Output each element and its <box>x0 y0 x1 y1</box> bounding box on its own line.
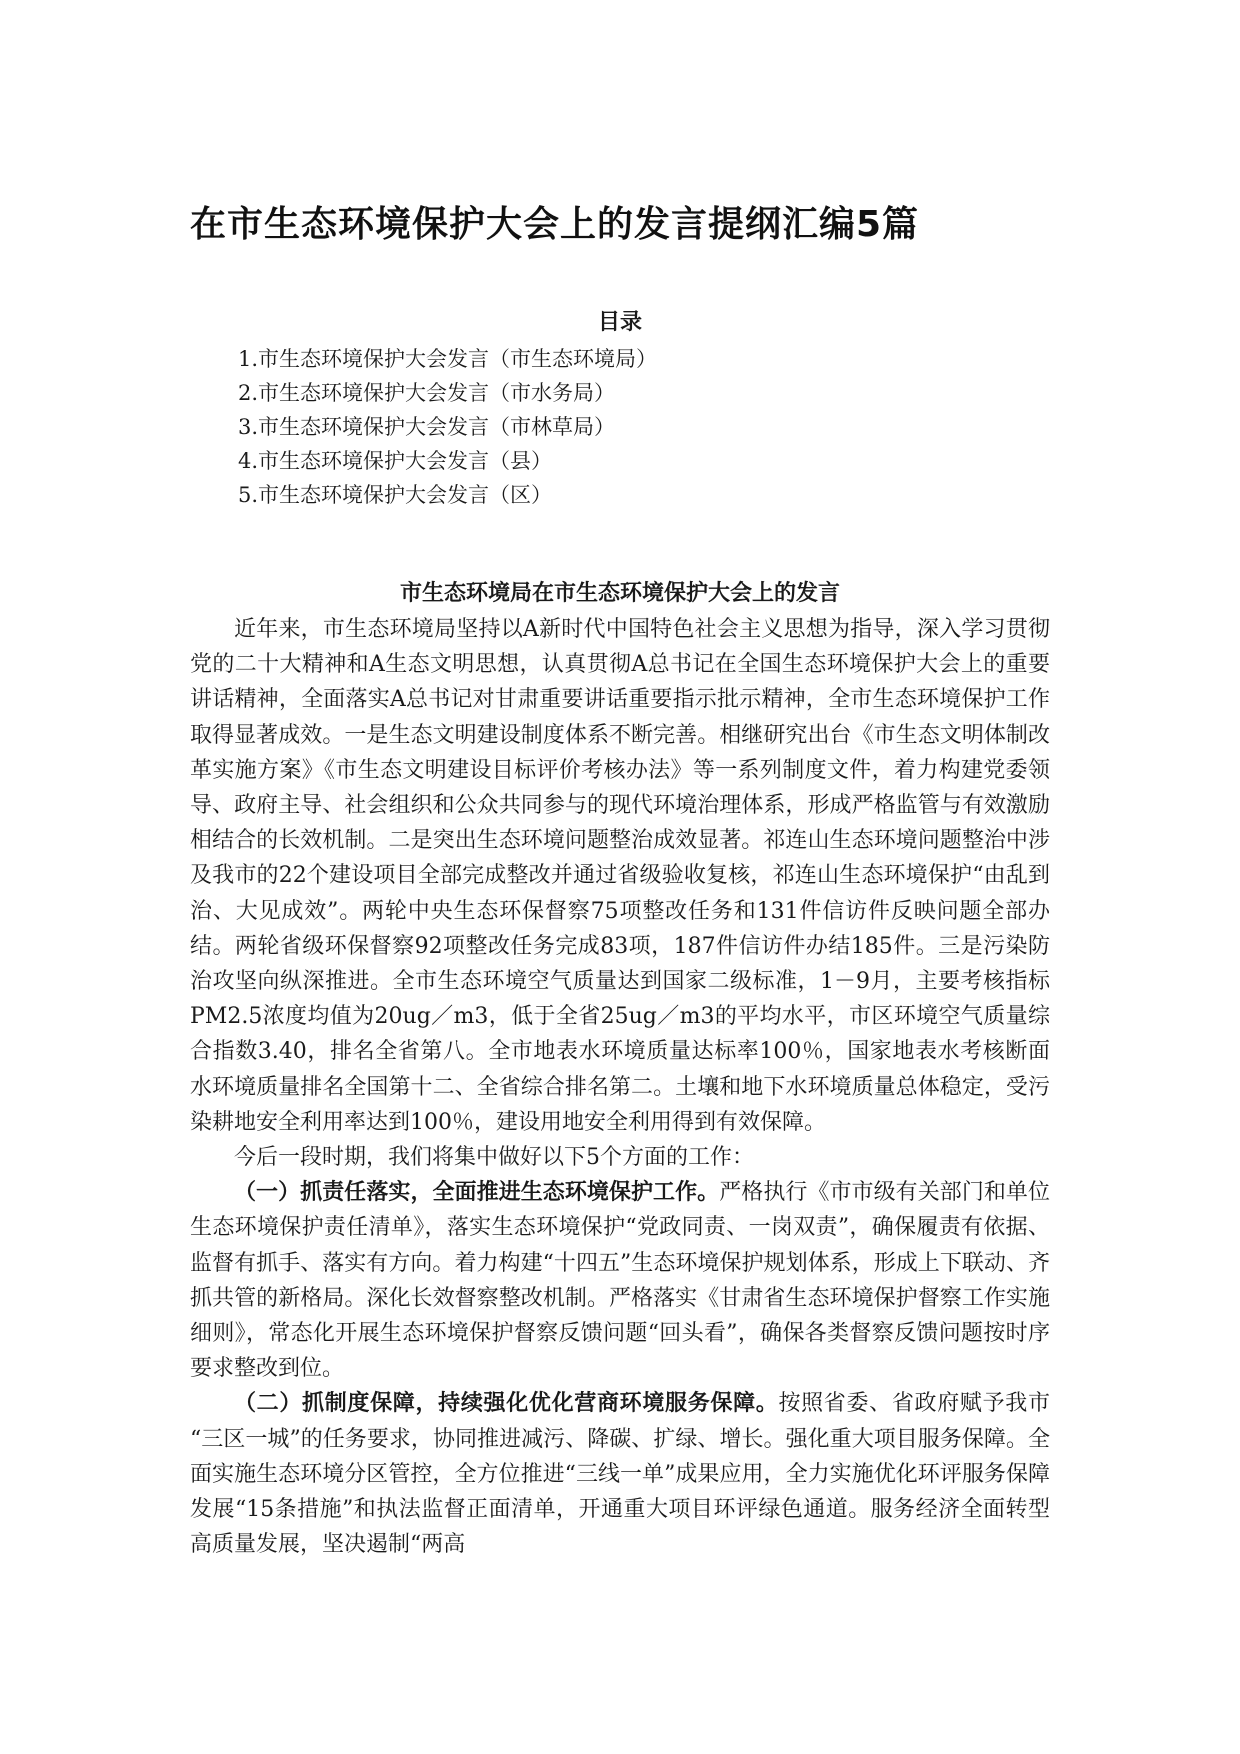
section-body <box>190 612 1050 1562</box>
paragraph <box>190 1140 1050 1175</box>
toc-item: 5.市生态环境保护大会发言（区） <box>238 483 553 507</box>
toc-list <box>238 342 657 512</box>
paragraph-text: 今后一段时期，我们将集中做好以下5个方面的工作： <box>234 1145 754 1171</box>
toc-item: 2.市生态环境保护大会发言（市水务局） <box>238 381 616 405</box>
toc-heading: 目录 <box>597 310 642 335</box>
paragraph <box>190 1386 1050 1562</box>
paragraph-lead: （一）抓责任落实，全面推进生态环境保护工作。 <box>234 1180 720 1206</box>
paragraph <box>190 612 1050 1140</box>
paragraph-text: 按照省委、省政府赋予我市 “三区一城”的任务要求，协同推进减污、降碳、扩绿、增长。强化重大项目服务保障。全面实施生态环境分区管控，全方位推进“三线一单”成果应用，全力实施优化环评服务保障发展“15条措施”和执法监督正面清单，开通重大项目环评绿色通道。服务经济全面转型高质量发展，坚决遏制“两高 <box>190 1391 1050 1558</box>
paragraph-lead: （二）抓制度保障，持续强化优化营商环境服务保障。 <box>234 1391 779 1417</box>
section-title: 市生态环境局在市生态环境保护大会上的发言 <box>399 581 840 606</box>
toc-item: 3.市生态环境保护大会发言（市林草局） <box>238 415 616 439</box>
paragraph-text: 近年来，市生态环境局坚持以A新时代中国特色社会主义思想为指导，深入学习贯彻党的二十大精神和A生态文明思想，认真贯彻A总书记在全国生态环境保护大会上的重要讲话精神，全面落实A总书记对甘肃重要讲话重要指示批示精神，全市生态环境保护工作取得显著成效。一是生态文明建设制度体系不断完善。相继研究出台《市生态文明体制改革实施方案》《市生态文明建设目标评价考核办法》等一系列制度文件，着力构建党委领导、政府主导、社会组织和公众共同参与的现代环境治理体系，形成严格监管与有效激励相结合的长效机制。二是突出生态环境问题整治成效显著。祁连山生态环境问题整治中涉及我市的22个建设项目全部完成整改并通过省级验收复核，祁连山生态环境保护“由乱到治、大见成效”。两轮中央生态环保督察75项整改任务和131件信访件反映问题全部办结。两轮省级环保督察92项整改任务完成83项，187件信访件办结185件。三是污染防治攻坚向纵深推进。全市生态环境空气质量达到国家二级标准，1－9月，主要考核指标PM2.5浓度均值为20ug／m3，低于全省25ug／m3的平均水平，市区环境空气质量综合指数3.40，排名全省第八。全市地表水环境质量达标率100％，国家地表水考核断面水环境质量排名全国第十二、全省综合排名第二。土壤和地下水环境质量总体稳定，受污染耕地安全利用率达到100％，建设用地安全利用得到有效保障。 <box>190 617 1050 1135</box>
toc-item: 4.市生态环境保护大会发言（县） <box>238 449 553 473</box>
toc-item: 1.市生态环境保护大会发言（市生态环境局） <box>238 347 658 371</box>
paragraph <box>190 1175 1050 1386</box>
paragraph-text: 严格执行《市市级有关部门和单位生态环境保护责任清单》，落实生态环境保护“党政同责、一岗双责”，确保履责有依据、监督有抓手、落实有方向。着力构建“十四五”生态环境保护规划体系，形成上下联动、齐抓共管的新格局。深化长效督察整改机制。严格落实《甘肃省生态环境保护督察工作实施细则》，常态化开展生态环境保护督察反馈问题“回头看”，确保各类督察反馈问题按时序要求整改到位。 <box>190 1180 1050 1382</box>
document-title: 在市生态环境保护大会上的发言提纲汇编5篇 <box>190 204 920 245</box>
